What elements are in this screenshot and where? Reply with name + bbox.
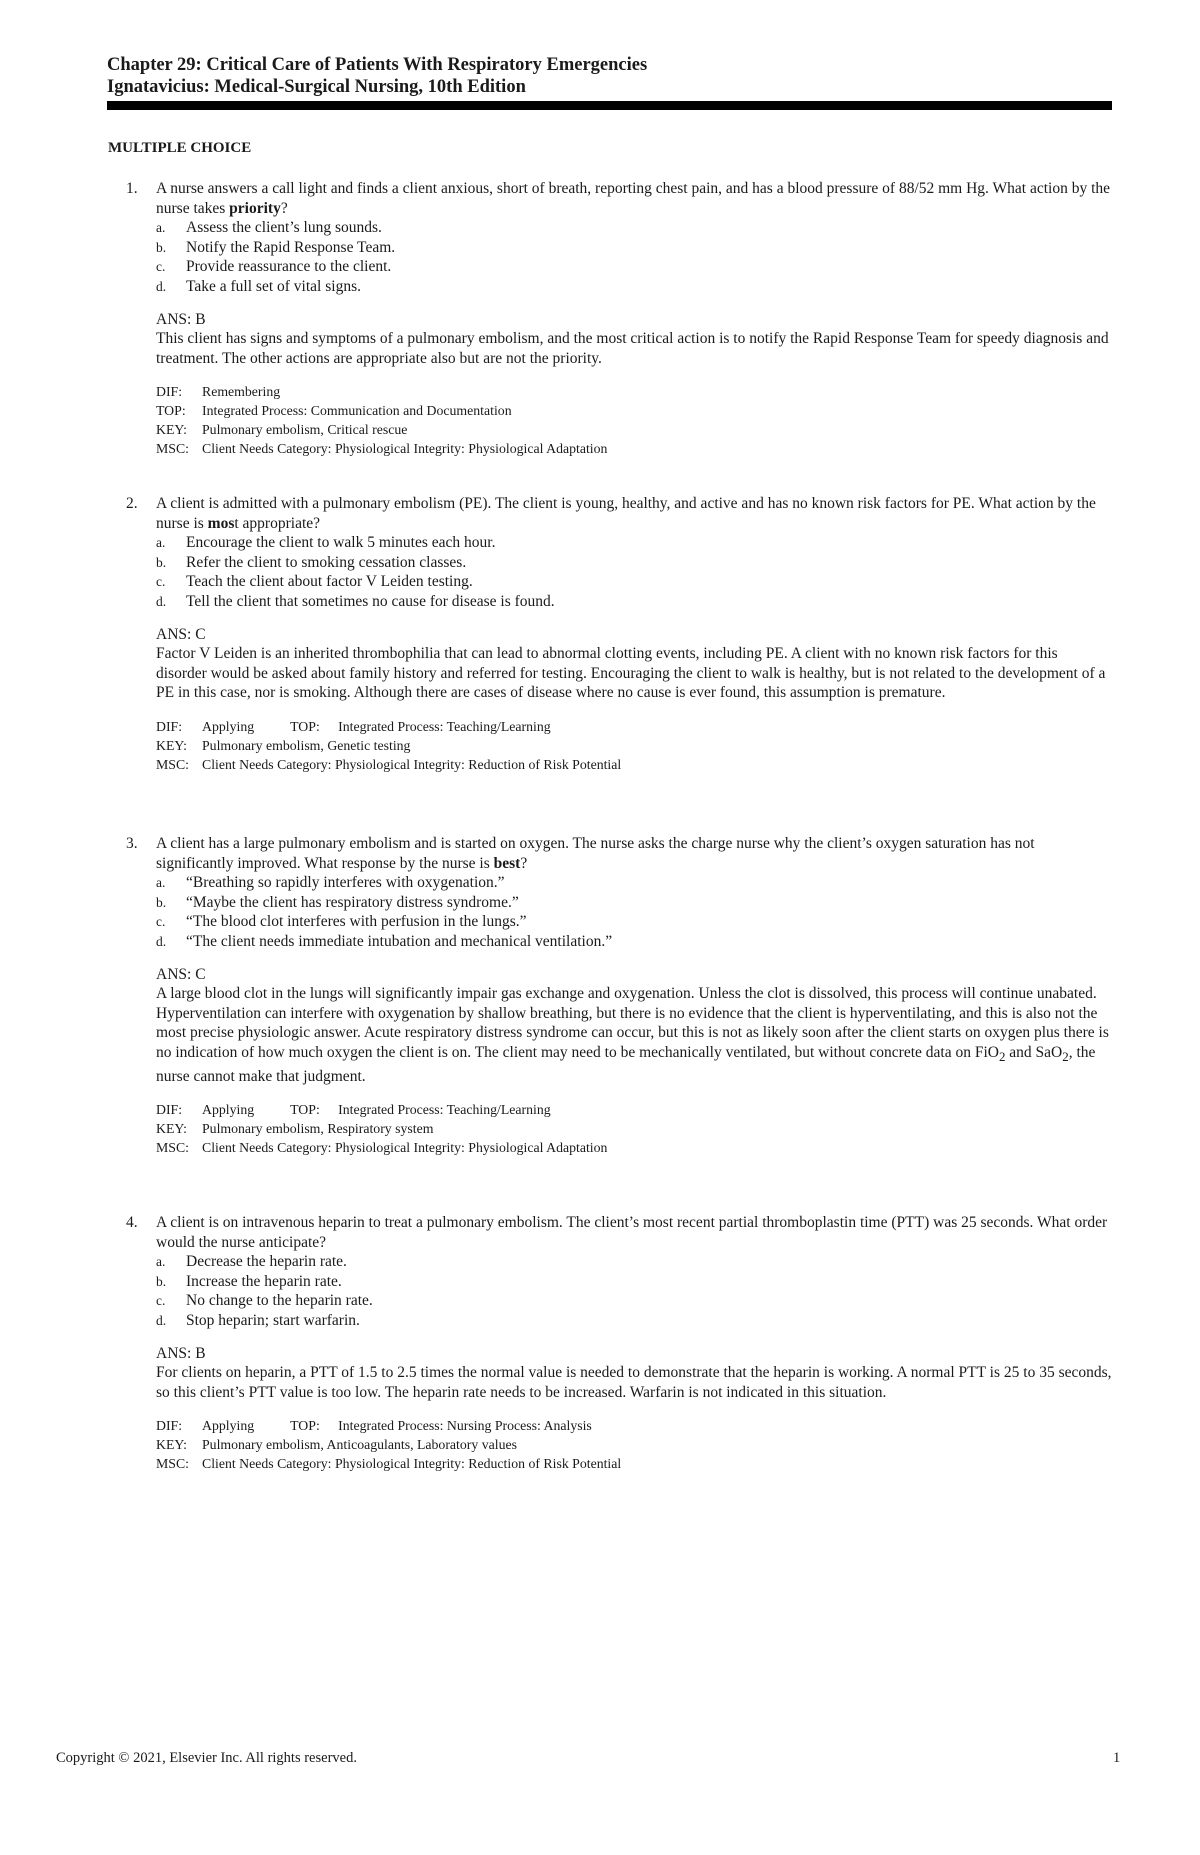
options-list [156, 873, 1112, 951]
header-rule [107, 101, 1112, 110]
question-stem: A nurse answers a call light and finds a client anxious, short of breath, reporting chest pain, and has a blood pressure of 88/52 mm Hg. What action by the nurse takes priority? [156, 180, 1111, 217]
option: b. Notify the Rapid Response Team. [156, 238, 396, 256]
option: c. Provide reassurance to the client. [156, 258, 392, 276]
question-metadata: DIF: Applying TOP: Integrated Process: Nursing Process: Analysis KEY: Pulmonary embolism, Anticoagulants, Laboratory values MSC: Client Needs Category: Physiological Integrity: Reduction of Risk Potential [156, 1418, 622, 1472]
option: d. Stop heparin; start warfarin. [156, 1311, 360, 1329]
answer-block [156, 310, 1112, 369]
question-1 [126, 179, 1112, 458]
option: d. “The client needs immediate intubation and mechanical ventilation.” [156, 932, 613, 950]
option: a. Decrease the heparin rate. [156, 1253, 347, 1271]
question-number: 2. [126, 495, 138, 512]
page-header [107, 54, 1117, 98]
rationale: This client has signs and symptoms of a pulmonary embolism, and the most critical action is to notify the Rapid Response Team for speedy diagnosis and treatment. The other actions are appropriate also but are not the priority. [156, 330, 1109, 367]
option: a. Assess the client’s lung sounds. [156, 219, 382, 237]
answer-block [156, 625, 1112, 703]
answer-label: ANS: B [156, 1344, 206, 1362]
rationale: For clients on heparin, a PTT of 1.5 to 2.5 times the normal value is needed to demonstrate that the heparin is working. A normal PTT is 25 to 35 seconds, so this client’s PTT value is too low. The heparin rate needs to be increased. Warfarin is not indicated in this situation. [156, 1364, 1112, 1401]
question-4 [126, 1213, 1112, 1473]
page-number: 1 [1113, 1750, 1121, 1766]
answer-label: ANS: C [156, 625, 206, 643]
question-number: 4. [126, 1214, 138, 1231]
option: c. “The blood clot interferes with perfusion in the lungs.” [156, 913, 527, 931]
answer-label: ANS: C [156, 965, 206, 983]
answer-label: ANS: B [156, 310, 206, 328]
option: b. Refer the client to smoking cessation classes. [156, 553, 467, 571]
option: c. Teach the client about factor V Leiden testing. [156, 573, 473, 591]
option: d. Take a full set of vital signs. [156, 277, 361, 295]
option: b. Increase the heparin rate. [156, 1272, 342, 1290]
question-number: 1. [126, 180, 138, 197]
answer-block [156, 965, 1112, 1087]
question-metadata: DIF: Applying TOP: Integrated Process: Teaching/Learning KEY: Pulmonary embolism, Genetic testing MSC: Client Needs Category: Physiological Integrity: Reduction of Risk Potential [156, 718, 622, 772]
copyright-notice: Copyright © 2021, Elsevier Inc. All rights reserved. [56, 1750, 357, 1766]
answer-block [156, 1344, 1112, 1403]
question-stem: A client has a large pulmonary embolism and is started on oxygen. The nurse asks the charge nurse why the client’s oxygen saturation has not significantly improved. What response by the nurse is best? [156, 835, 1035, 872]
rationale: Factor V Leiden is an inherited thrombophilia that can lead to abnormal clotting events, including PE. A client with no known risk factors for this disorder would be asked about family history and referred for testing. Encouraging the client to walk is healthy, but is not related to the development of a PE in this case, nor is smoking. Although there are cases of disease where no cause is ever found, this assumption is premature. [156, 645, 1106, 702]
question-stem: A client is admitted with a pulmonary embolism (PE). The client is young, healthy, and active and has no known risk factors for PE. What action by the nurse is most appropriate? [156, 495, 1096, 532]
option: c. No change to the heparin rate. [156, 1292, 373, 1310]
chapter-title: Chapter 29: Critical Care of Patients With Respiratory Emergencies [107, 55, 648, 75]
question-2 [126, 494, 1112, 774]
rationale: A large blood clot in the lungs will significantly impair gas exchange and oxygenation. Unless the clot is dissolved, this process will continue unabated. Hyperventilation can interfere with oxygenation by shallow breathing, but there is no evidence that the client is hyperventilating, and this is also not the most precise physiologic answer. Acute respiratory distress syndrome can occur, but this is not as likely soon after the client starts on oxygen plus there is no indication of how much oxygen the client is on. The client may need to be mechanically ventilated, but without concrete data on FiO$_2$ and SaO$_2$, the nurse cannot make that judgment. [156, 985, 1109, 1085]
question-3 [126, 834, 1112, 1157]
option: d. Tell the client that sometimes no cause for disease is found. [156, 592, 555, 610]
options-list [156, 1252, 1112, 1330]
book-title: Ignatavicius: Medical-Surgical Nursing, 10th Edition [107, 77, 526, 97]
question-number: 3. [126, 835, 138, 852]
question-metadata: DIF: Remembering TOP: Integrated Process: Communication and Documentation KEY: Pulmonary embolism, Critical rescue MSC: Client Needs Category: Physiological Integrity: Physiological Adaptation [156, 384, 608, 457]
option: a. Encourage the client to walk 5 minutes each hour. [156, 534, 496, 552]
options-list [156, 218, 1112, 296]
question-metadata: DIF: Applying TOP: Integrated Process: Teaching/Learning KEY: Pulmonary embolism, Respiratory system MSC: Client Needs Category: Physiological Integrity: Physiological Adaptation [156, 1102, 608, 1156]
section-title: MULTIPLE CHOICE [108, 140, 252, 156]
option: b. “Maybe the client has respiratory distress syndrome.” [156, 893, 519, 911]
options-list [156, 533, 1112, 611]
option: a. “Breathing so rapidly interferes with oxygenation.” [156, 874, 505, 892]
question-stem: A client is on intravenous heparin to treat a pulmonary embolism. The client’s most recent partial thromboplastin time (PTT) was 25 seconds. What order would the nurse anticipate? [156, 1214, 1108, 1251]
